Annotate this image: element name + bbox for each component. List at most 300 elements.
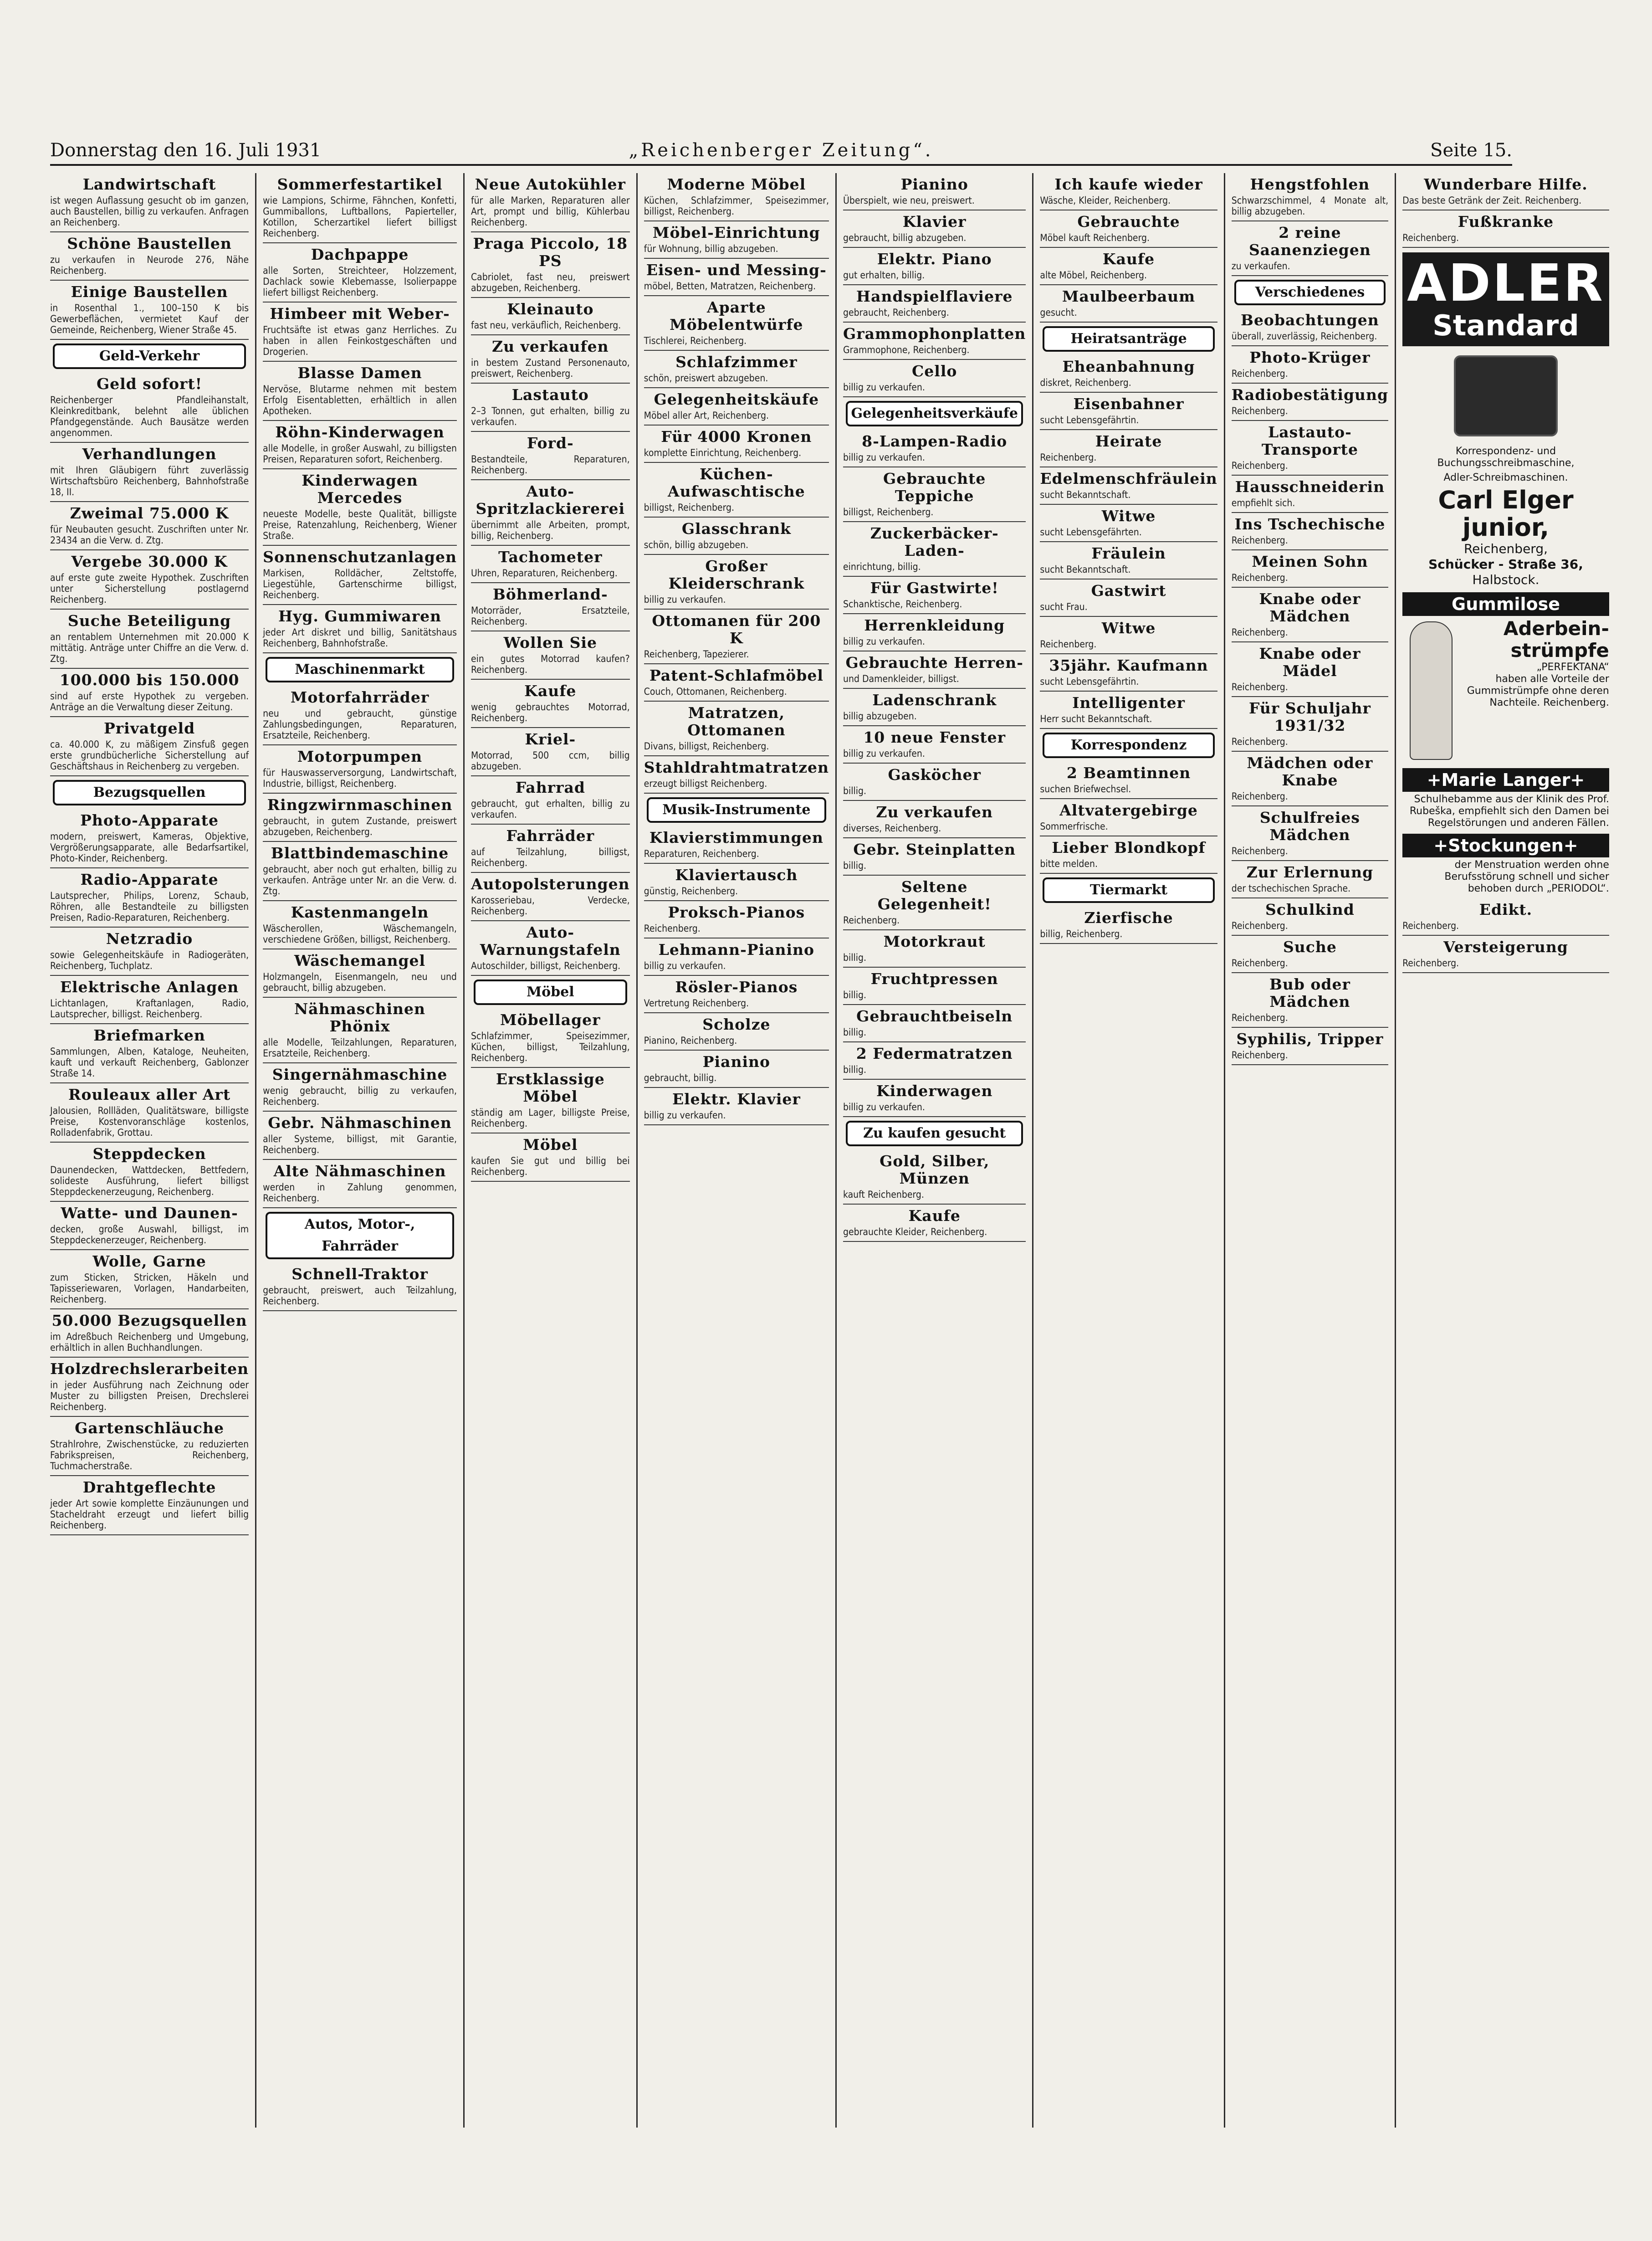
classified-ad [1040, 430, 1217, 467]
ad-title: Motorfahrräder [290, 688, 430, 706]
ad-title: Fruchtpressen [870, 970, 998, 988]
column-5 [835, 173, 1032, 2128]
classified-ad [1402, 936, 1609, 973]
ad-title: Rouleaux aller Art [68, 1086, 231, 1103]
classified-ad [263, 469, 457, 546]
ad-title: Ladenschrank [872, 691, 997, 709]
header-date: Donnerstag den 16. Juli 1931 [50, 140, 322, 161]
classified-ad [50, 1143, 249, 1202]
classified-ad [471, 680, 630, 728]
ad-title: Kriel- [525, 730, 576, 748]
column-2 [255, 173, 463, 2128]
stockungen-title: +Stockungen+ [1402, 834, 1609, 857]
ad-title: Fußkranke [1458, 213, 1554, 231]
ad-text: Lautsprecher, Philips, Lorenz, Schaub, Röhren, alle Bestandteile zu billigsten Preisen, Radio-Reparaturen, Reichenberg. [50, 890, 249, 923]
classified-ad [843, 1150, 1026, 1205]
ad-text: Wäscherollen, Wäschemangeln, verschiedene Größen, billigst, Reichenberg. [263, 923, 457, 945]
adler-subtitle: Standard [1432, 309, 1579, 342]
ad-text: Holzmangeln, Eisenmangeln, neu und gebraucht, billig abzugeben. [263, 971, 457, 993]
ad-text: neu und gebraucht, günstige Zahlungsbedingungen, Reparaturen, Ersatzteile, Reichenberg. [263, 708, 457, 741]
ad-title: Möbel-Einrichtung [652, 224, 820, 241]
classified-ad [644, 426, 829, 463]
ad-title: Glasschrank [681, 520, 791, 538]
ad-text: zum Sticken, Stricken, Häkeln und Tapisseriewaren, Vorlagen, Handarbeiten, Reichenberg. [50, 1272, 249, 1305]
ad-columns [50, 173, 1609, 2128]
ad-text: Reichenberg. [1231, 572, 1288, 583]
section-heading: Musik-Instrumente [647, 797, 826, 823]
ad-text: gebraucht, preiswert, auch Teilzahlung, Reichenberg. [263, 1285, 457, 1307]
adler-floor: Halbstock. [1472, 572, 1539, 587]
ad-title: Fahrräder [506, 827, 595, 845]
ad-title: Kinderwagen Mercedes [302, 472, 418, 507]
gummilose-label: Gummilose [1402, 592, 1609, 616]
classified-ad [1232, 513, 1388, 550]
ad-text: für alle Marken, Reparaturen aller Art, prompt und billig, Kühlerbau Reichenberg. [471, 195, 630, 228]
classified-ad [843, 1042, 1026, 1080]
ad-title: Dachpappe [311, 246, 409, 263]
classified-ad [263, 1112, 457, 1160]
ad-text: schön, preiswert abzugeben. [644, 373, 768, 384]
ad-title: Elektr. Piano [877, 250, 992, 268]
classified-ad [50, 550, 249, 610]
classified-ad [1040, 907, 1217, 944]
adler-line-1: Korrespondenz- und Buchungsschreibmaschine, [1437, 446, 1575, 469]
classified-ad [263, 243, 457, 303]
classified-ad [644, 1088, 829, 1125]
classified-ad [1232, 1028, 1388, 1065]
ad-text: decken, große Auswahl, billigst, im Steppdeckenerzeuger, Reichenberg. [50, 1224, 249, 1246]
ad-title: Kaufe [908, 1207, 961, 1225]
header-newspaper-name: „Reichenberger Zeitung“. [629, 140, 934, 161]
ad-title: Herrenkleidung [864, 616, 1005, 634]
ad-text: Reichenberg. [1231, 920, 1288, 931]
ad-text: Reichenberger Pfandleihanstalt, Kleinkreditbank, belehnt alle üblichen Pfandgegenstände. Auch Bausätze werden angenommen. [50, 395, 249, 438]
classified-ad [471, 232, 630, 298]
ad-title: Pianino [900, 175, 968, 193]
ad-title: Himbeer mit Weber- [270, 305, 450, 323]
classified-ad [50, 1309, 249, 1358]
classified-ad [50, 1024, 249, 1083]
ad-text: Lichtanlagen, Kraftanlagen, Radio, Lautsprecher, billigst. Reichenberg. [50, 998, 249, 1020]
classified-ad [843, 285, 1026, 323]
ad-title: Meinen Sohn [1252, 553, 1368, 570]
ad-title: Ins Tschechische [1234, 515, 1386, 533]
ad-text: billig zu verkaufen. [843, 748, 925, 759]
ad-text: gebrauchte Kleider, Reichenberg. [843, 1226, 987, 1237]
classified-ad [644, 864, 829, 901]
classified-ad [1040, 248, 1217, 285]
classified-ad [644, 901, 829, 938]
adler-city: Reichenberg, [1463, 541, 1548, 556]
ad-text: sind auf erste Hypothek zu vergeben. Anträge an die Verwaltung dieser Zeitung. [50, 691, 249, 713]
ad-title: Schnell-Traktor [292, 1265, 428, 1283]
classified-ad [843, 360, 1026, 397]
classified-ad [263, 421, 457, 469]
classified-ad [50, 232, 249, 281]
marie-langer-title: +Marie Langer+ [1402, 768, 1609, 792]
ad-text: alle Sorten, Streichteer, Holzzement, Dachlack sowie Klebemasse, Isolierpappe liefert billigst Reichenberg. [263, 265, 457, 298]
ad-text: fast neu, verkäuflich, Reichenberg. [471, 320, 621, 331]
ad-text: Reichenberg. [1040, 639, 1097, 650]
classified-ad [50, 669, 249, 717]
ad-text: gebraucht, Reichenberg. [843, 307, 949, 318]
classified-ad [50, 1202, 249, 1250]
classified-ad [50, 1250, 249, 1309]
classified-ad [843, 323, 1026, 360]
ad-title: Photo-Apparate [80, 811, 219, 829]
ad-title: Zur Erlernung [1246, 863, 1374, 881]
classified-ad [644, 756, 829, 794]
adler-title: ADLER [1407, 254, 1605, 313]
ad-text: Reichenberg. [1402, 232, 1459, 243]
stocking-illustration [1410, 621, 1453, 760]
classified-ad [1232, 173, 1388, 221]
ad-text: sucht Bekanntschaft. [1040, 564, 1131, 575]
ad-text: Reichenberg. [1231, 682, 1288, 692]
classified-ad [50, 610, 249, 669]
ad-text: aller Systeme, billigst, mit Garantie, Reichenberg. [263, 1133, 457, 1155]
ad-title: 35jähr. Kaufmann [1049, 656, 1208, 674]
classified-ad [471, 384, 630, 432]
classified-ad [1040, 542, 1217, 579]
classified-ad [50, 1358, 249, 1417]
classified-ad [50, 976, 249, 1024]
ad-text: gebraucht, in gutem Zustande, preiswert abzugeben, Reichenberg. [263, 815, 457, 837]
ad-text: gebraucht, billig abzugeben. [843, 232, 967, 243]
ad-title: Autopolsterungen [471, 875, 630, 893]
classified-ad [263, 546, 457, 605]
classified-ad [644, 610, 829, 664]
classified-ad [1232, 384, 1388, 421]
ad-title: Landwirtschaft [82, 175, 216, 193]
classified-ad [50, 281, 249, 340]
classified-ad [644, 555, 829, 610]
classified-ad [471, 1068, 630, 1133]
ad-title: Küchen-Aufwaschtische [668, 465, 805, 500]
classified-ad [263, 303, 457, 362]
section-heading: Verschiedenes [1234, 280, 1386, 305]
classified-ad [1402, 210, 1609, 248]
classified-ad [1040, 762, 1217, 799]
ad-title: Beobachtungen [1241, 311, 1379, 329]
classified-ad [1040, 617, 1217, 654]
gummilose-brand: „PERFEKTANA“ [1536, 662, 1609, 673]
ad-text: suchen Briefwechsel. [1040, 784, 1131, 795]
ad-text: überall, zuverlässig, Reichenberg. [1231, 331, 1377, 342]
classified-ad [471, 873, 630, 921]
classified-ad [263, 1263, 457, 1311]
classified-ad [843, 651, 1026, 689]
ad-text: gut erhalten, billig. [843, 270, 925, 281]
classified-ad [644, 976, 829, 1013]
adler-line-2: Adler-Schreibmaschinen. [1443, 472, 1568, 483]
section-heading: Maschinenmarkt [266, 657, 454, 682]
ad-text: Sammlungen, Alben, Kataloge, Neuheiten, kauft und verkauft Reichenberg, Gablonzer Straße 14. [50, 1046, 249, 1079]
gummilose-title: Aderbein-strümpfe [1503, 617, 1609, 662]
ad-title: Sonnenschutzanlagen [263, 548, 457, 566]
header-page-number: Seite 15. [1430, 140, 1512, 161]
ad-title: Schlafzimmer [675, 353, 798, 371]
ad-text: billig zu verkaufen. [843, 636, 925, 647]
classified-ad [843, 876, 1026, 930]
ad-title: Cello [912, 362, 957, 380]
ad-title: Blattbindemaschine [271, 844, 449, 862]
section-heading: Tiermarkt [1043, 877, 1214, 903]
classified-ad [843, 1005, 1026, 1042]
ad-title: Heirate [1095, 432, 1162, 450]
classified-ad [843, 726, 1026, 764]
ad-text: Das beste Getränk der Zeit. Reichenberg. [1402, 195, 1582, 206]
classified-ad [1040, 285, 1217, 323]
classified-ad [50, 868, 249, 928]
ad-title: Auto-Warnungstafeln [480, 923, 621, 959]
ad-text: gebraucht, billig. [644, 1072, 717, 1083]
ad-title: Knabe oder Mädel [1259, 645, 1361, 680]
ad-title: Für Schuljahr 1931/32 [1248, 699, 1371, 734]
ad-title: Ottomanen für 200 K [652, 612, 821, 647]
classified-ad [1040, 467, 1217, 505]
ad-title: Intelligenter [1072, 694, 1186, 712]
classified-ad [1232, 421, 1388, 476]
ad-title: Patent-Schlafmöbel [649, 667, 823, 684]
ad-text: Reichenberg. [1231, 791, 1288, 802]
ad-text: Fruchtsäfte ist etwas ganz Herrliches. Zu haben in allen Feinkostgeschäften und Drogerien. [263, 324, 457, 357]
ad-text: kaufen Sie gut und billig bei Reichenberg. [471, 1155, 630, 1177]
ad-title: Großer Kleiderschrank [668, 557, 805, 592]
ad-text: Reichenberg. [1231, 460, 1288, 471]
ad-title: Einige Baustellen [71, 283, 228, 301]
ad-text: Reichenberg. [1231, 368, 1288, 379]
ad-text: Schlafzimmer, Speisezimmer, Küchen, billigst, Teilzahlung, Reichenberg. [471, 1031, 630, 1063]
classified-ad [644, 518, 829, 555]
ad-title: Schulkind [1265, 901, 1355, 918]
ad-title: Gartenschläuche [75, 1419, 224, 1437]
ad-title: Ich kaufe wieder [1054, 175, 1203, 193]
ad-title: Proksch-Pianos [668, 903, 805, 921]
ad-text: mit Ihren Gläubigern führt zuverlässig Wirtschaftsbüro Reichenberg, Bahnhofstraße 18, II. [50, 465, 249, 497]
classified-ad [471, 480, 630, 546]
ad-text: diverses, Reichenberg. [843, 823, 941, 834]
classified-ad [50, 443, 249, 502]
ad-title: Steppdecken [92, 1145, 206, 1163]
ad-text: Möbel kauft Reichenberg. [1040, 232, 1150, 243]
typewriter-illustration [1454, 355, 1558, 436]
classified-ad [843, 968, 1026, 1005]
classified-ad [843, 248, 1026, 285]
classified-ad [843, 930, 1026, 968]
ad-title: Hyg. Gummiwaren [278, 607, 442, 625]
ad-title: Knabe oder Mädchen [1259, 590, 1361, 625]
ad-text: billig, Reichenberg. [1040, 928, 1123, 939]
ad-text: billig. [843, 952, 867, 963]
classified-ad [1040, 836, 1217, 874]
ad-title: Böhmerland- [492, 585, 608, 603]
ad-text: in bestem Zustand Personenauto, preiswert, Reichenberg. [471, 357, 630, 379]
ad-text: Daunendecken, Wattdecken, Bettfedern, solideste Ausführung, liefert billigst Steppdeckenerzeugung, Reichenberg. [50, 1164, 249, 1197]
ad-title: Eisenbahner [1073, 395, 1184, 413]
classified-ad [471, 335, 630, 384]
classified-ad [644, 1013, 829, 1051]
classified-ad [1232, 806, 1388, 861]
ad-title: Suche [1283, 938, 1337, 956]
ad-text: und Damenkleider, billigst. [843, 673, 959, 684]
ad-title: Bub oder Mädchen [1269, 975, 1350, 1010]
ad-title: Erstklassige Möbel [496, 1070, 605, 1105]
ad-text: billig zu verkaufen. [644, 960, 726, 971]
classified-ad [1040, 173, 1217, 210]
ad-title: Watte- und Daunen- [61, 1204, 238, 1222]
ad-title: Zu verkaufen [876, 803, 993, 821]
classified-ad [263, 173, 457, 243]
classified-ad [644, 221, 829, 259]
ad-title: Motorkraut [883, 933, 986, 950]
classified-ad [50, 809, 249, 868]
ad-title: 100.000 bis 150.000 [59, 671, 240, 689]
ad-text: Reichenberg. [1402, 920, 1459, 931]
classified-ad [644, 388, 829, 426]
section-heading: Korrespondenz [1043, 733, 1214, 758]
classified-ad [471, 825, 630, 873]
classified-ad [471, 631, 630, 680]
column-6 [1032, 173, 1223, 2128]
ad-text: empfiehlt sich. [1231, 497, 1295, 508]
ad-title: Grammophonplatten [843, 325, 1026, 343]
ad-title: Gebrauchtbeiseln [856, 1007, 1013, 1025]
classified-ad [263, 949, 457, 998]
ad-text: bitte melden. [1040, 858, 1098, 869]
ad-title: 50.000 Bezugsquellen [51, 1312, 247, 1329]
ad-title: 8-Lampen-Radio [862, 432, 1008, 450]
ad-title: Singernähmaschine [272, 1066, 448, 1083]
ad-text: gebraucht, gut erhalten, billig zu verkaufen. [471, 798, 630, 820]
classified-ad [1232, 221, 1388, 276]
ad-title: Maulbeerbaum [1062, 287, 1196, 305]
ad-title: Tachometer [498, 548, 603, 566]
ad-title: Motorpumpen [297, 748, 423, 765]
ad-title: 10 neue Fenster [863, 728, 1006, 746]
classified-ad [1232, 898, 1388, 936]
ad-title: Lastauto-Transporte [1261, 423, 1359, 458]
ad-title: Seltene Gelegenheit! [877, 878, 992, 913]
ad-text: Motorräder, Ersatzteile, Reichenberg. [471, 605, 630, 627]
ad-text: Reichenberg. [1040, 452, 1097, 463]
ad-text: billig abzugeben. [843, 711, 917, 722]
ad-title: Wolle, Garne [92, 1252, 206, 1270]
ad-text: für Hauswasserversorgung, Landwirtschaft, Industrie, billigst, Reichenberg. [263, 767, 457, 789]
classified-ad [471, 546, 630, 583]
ad-text: Vertretung Reichenberg. [644, 998, 749, 1009]
column-4 [636, 173, 835, 2128]
classified-ad [471, 1009, 630, 1068]
ad-text: Reichenberg. [1231, 1012, 1288, 1023]
ad-text: Herr sucht Bekanntschaft. [1040, 713, 1152, 724]
ad-title: Ford- [527, 434, 574, 452]
classified-ad [644, 664, 829, 702]
ad-text: Reichenberg. [1231, 846, 1288, 856]
classified-ad [1040, 692, 1217, 729]
classified-ad [1040, 505, 1217, 542]
ad-text: sowie Gelegenheitskäufe in Radiogeräten, Reichenberg, Tuchplatz. [50, 949, 249, 971]
ad-title: Vergebe 30.000 K [71, 553, 228, 570]
classified-ad [644, 826, 829, 864]
ad-text: wenig gebraucht, billig zu verkaufen, Reichenberg. [263, 1085, 457, 1107]
classified-ad [263, 605, 457, 653]
ad-text: Uhren, Reparaturen, Reichenberg. [471, 568, 618, 579]
ad-title: Blasse Damen [297, 364, 422, 382]
classified-ad [1232, 346, 1388, 384]
ad-text: für Neubauten gesucht. Zuschriften unter Nr. 23434 an die Verw. d. Ztg. [50, 524, 249, 546]
classified-ad [263, 1160, 457, 1208]
classified-ad [1232, 861, 1388, 898]
classified-ad [471, 298, 630, 335]
ad-text: Überspielt, wie neu, preiswert. [843, 195, 975, 206]
ad-title: Matratzen, Ottomanen [687, 704, 786, 739]
ad-text: übernimmt alle Arbeiten, prompt, billig, Reichenberg. [471, 519, 630, 541]
ad-text: billig. [843, 1027, 867, 1038]
stockungen-text: der Menstruation werden ohne Berufsstörung schnell und sicher behoben durch „PERIODOL“. [1444, 859, 1609, 894]
ad-title: Kaufe [1102, 250, 1155, 268]
ad-text: gebraucht, aber noch gut erhalten, billig zu verkaufen. Anträge unter Nr. an die Verw. d. Ztg. [263, 864, 457, 897]
ad-text: Küchen, Schlafzimmer, Speisezimmer, billigst, Reichenberg. [644, 195, 829, 217]
classified-ad [644, 296, 829, 351]
classified-ad [1402, 898, 1609, 936]
ad-text: ein gutes Motorrad kaufen? Reichenberg. [471, 653, 630, 675]
ad-title: Radiobestätigung [1231, 386, 1389, 404]
ad-text: im Adreßbuch Reichenberg und Umgebung, erhältlich in allen Buchhandlungen. [50, 1331, 249, 1353]
ad-text: 2–3 Tonnen, gut erhalten, billig zu verkaufen. [471, 405, 630, 427]
ad-title: Hausschneiderin [1235, 478, 1385, 496]
section-heading: Zu kaufen gesucht [846, 1121, 1023, 1146]
section-heading: Möbel [474, 979, 627, 1005]
classified-ad [843, 577, 1026, 614]
ad-title: Möbellager [500, 1011, 601, 1029]
ad-title: Pianino [702, 1053, 770, 1071]
ad-text: an rentablem Unternehmen mit 20.000 K mittätig. Anträge unter Chiffre an die Verw. d. Ztg. [50, 631, 249, 664]
ad-title: Edikt. [1479, 901, 1533, 918]
ad-title: Altvatergebirge [1059, 801, 1198, 819]
ad-text: sucht Frau. [1040, 601, 1088, 612]
ad-text: alle Modelle, Teilzahlungen, Reparaturen, Ersatzteile, Reichenberg. [263, 1037, 457, 1059]
ad-text: möbel, Betten, Matratzen, Reichenberg. [644, 281, 816, 292]
ad-title: Wäschemangel [294, 952, 426, 969]
classified-ad [263, 686, 457, 745]
ad-text: ständig am Lager, billigste Preise, Reichenberg. [471, 1107, 630, 1129]
ad-title: Netzradio [106, 930, 193, 948]
ad-title: Zweimal 75.000 K [70, 504, 229, 522]
ad-text: einrichtung, billig. [843, 561, 921, 572]
ad-title: Schöne Baustellen [67, 235, 232, 252]
classified-ad [50, 1083, 249, 1143]
classified-ad [644, 259, 829, 296]
ad-text: alle Modelle, in großer Auswahl, zu billigsten Preisen, Reparaturen sofort, Reichenberg. [263, 443, 457, 465]
ad-text: in jeder Ausführung nach Zeichnung oder Muster zu billigsten Preisen, Drechslerei Reichenberg. [50, 1379, 249, 1412]
classified-ad [644, 938, 829, 976]
ad-text: wenig gebrauchtes Motorrad, Reichenberg. [471, 702, 630, 723]
classified-ad [50, 928, 249, 976]
ad-text: Reichenberg. [1231, 405, 1288, 416]
ad-text: billig. [843, 860, 867, 871]
ad-title: Rösler-Pianos [675, 978, 798, 996]
ad-text: billig. [843, 990, 867, 1000]
ad-text: auf erste gute zweite Hypothek. Zuschriften unter Sicherstellung postlagernd Reichenberg. [50, 572, 249, 605]
ad-text: alte Möbel, Reichenberg. [1040, 270, 1147, 281]
ad-title: Gastwirt [1091, 582, 1166, 600]
ad-title: Röhn-Kinderwagen [275, 423, 445, 441]
section-heading: Geld-Verkehr [53, 344, 246, 369]
ad-title: Scholze [702, 1015, 771, 1033]
ad-title: Klavierstimmungen [649, 829, 823, 846]
classified-ad [471, 432, 630, 480]
